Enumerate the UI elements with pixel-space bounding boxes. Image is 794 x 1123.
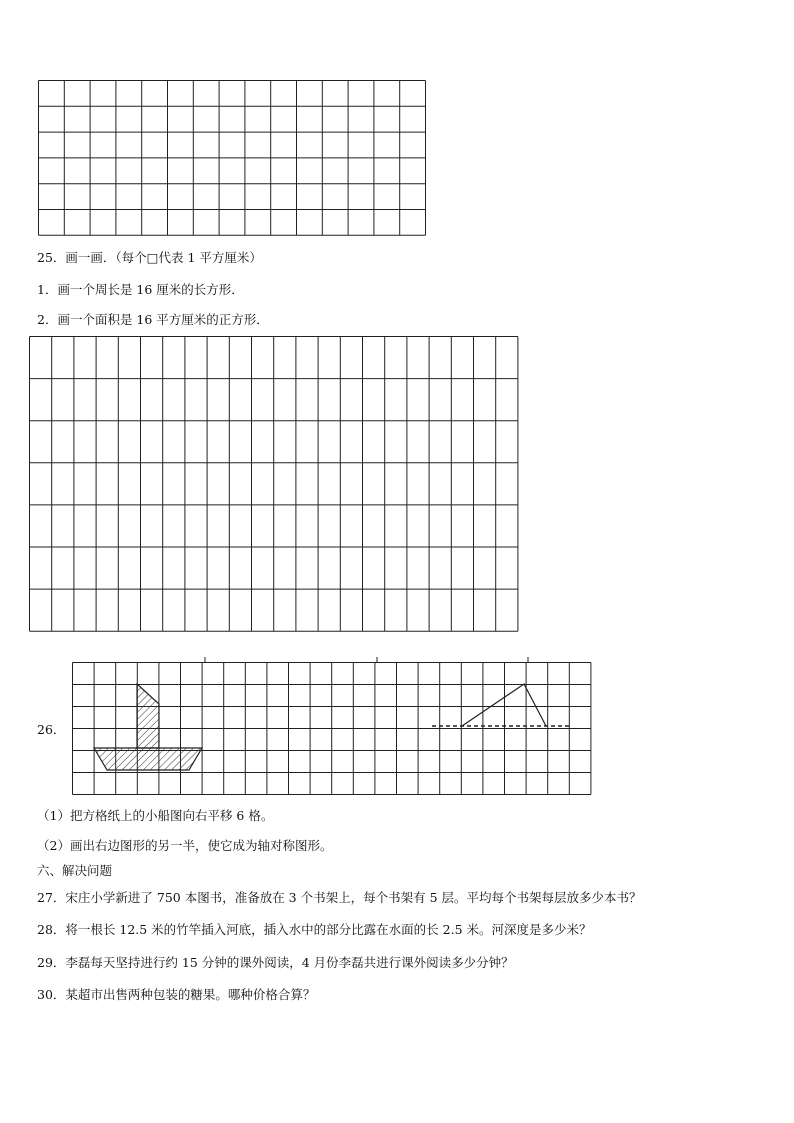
q25-item-1: 1．画一个周长是 16 厘米的长方形． (37, 282, 244, 297)
problem-27: 27．宋庄小学新进了 750 本图书，准备放在 3 个书架上，每个书架有 5 层。平均每个书架每层放多少本书？ (37, 890, 642, 905)
problem-29: 29．李磊每天坚持进行约 15 分钟的课外阅读，4 月份李磊共进行课外阅读多少分钟？ (37, 955, 514, 970)
q26-item-1: （1）把方格纸上的小船图向右平移 6 格。 (37, 808, 274, 823)
problem-28: 28．将一根长 12.5 米的竹竿插入河底，插入水中的部分比露在水面的长 2.5 米。河深度是多少米？ (37, 922, 592, 937)
boat-hull (94, 748, 202, 770)
top-grid-lines (39, 81, 426, 236)
boat-grid[interactable] (72, 657, 594, 797)
problem-30: 30．某超市出售两种包装的糖果。哪种价格合算？ (37, 987, 316, 1002)
q25-heading: 25．画一画．（每个□代表 1 平方厘米） (37, 250, 262, 265)
q25-item-2: 2．画一个面积是 16 平方厘米的正方形． (37, 312, 269, 327)
drawing-grid-lines (30, 337, 518, 632)
top-grid (38, 80, 426, 238)
boat-sail (137, 684, 159, 748)
q26-item-2: （2）画出右边图形的另一半，使它成为轴对称图形。 (37, 838, 333, 853)
q26-number: 26． (37, 722, 66, 737)
section-6-title: 六、解决问题 (37, 863, 113, 878)
drawing-grid[interactable] (29, 336, 519, 634)
